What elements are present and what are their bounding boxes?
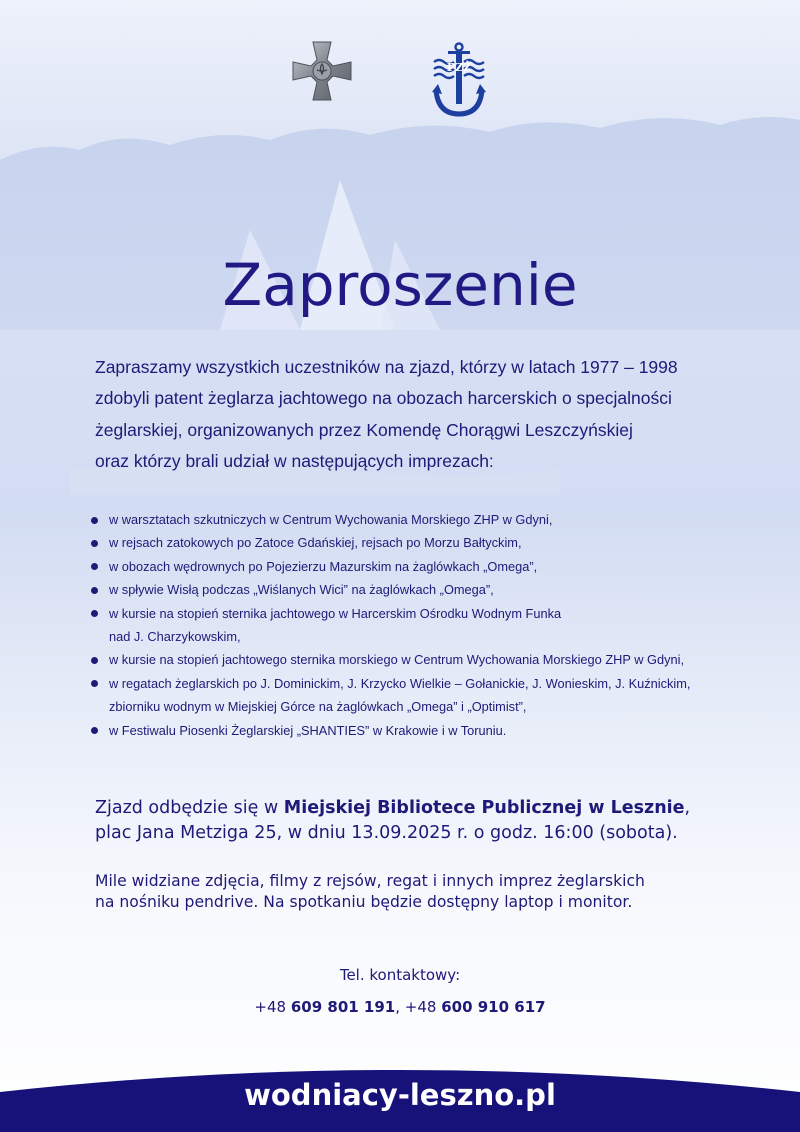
list-item-text: w obozach wędrownych po Pojezierzu Mazurskim na żaglówkach „Omega”, (109, 558, 538, 574)
scout-cross-icon (291, 40, 353, 102)
list-item-text: w warsztatach szkutniczych w Centrum Wychowania Morskiego ZHP w Gdyni, (109, 512, 553, 527)
page-title: Zaproszenie (222, 250, 578, 319)
venue-info (95, 796, 755, 846)
extra-info (95, 871, 755, 913)
intro-line: zdobyli patent żeglarza jachtowego na obozach harcerskich o specjalności (95, 388, 672, 409)
list-item-continuation: nad J. Charzykowskim, (109, 629, 241, 645)
phone-separator: , +48 (395, 998, 442, 1016)
intro-line: żeglarskiej, organizowanych przez Komendę Chorągwi Leszczyńskiej (95, 419, 633, 440)
venue-place: Miejskiej Bibliotece Publicznej w Lesznie (283, 798, 685, 818)
venue-line-1 (95, 796, 755, 821)
phone-number-1[interactable]: 609 801 191 (290, 998, 396, 1016)
pzz-letters: PZŻ (446, 61, 472, 74)
phone-number-2[interactable]: 600 910 617 (441, 998, 546, 1016)
events-list (90, 508, 770, 742)
list-item (90, 719, 770, 742)
contact-phones (0, 998, 800, 1016)
bullet-icon (91, 610, 98, 617)
bullet-icon (91, 540, 98, 547)
list-item-text: w Festiwalu Piosenki Żeglarskiej „SHANTIES” w Krakowie i w Toruniu. (109, 722, 507, 738)
phone-prefix: +48 (254, 998, 291, 1016)
bullet-icon (91, 587, 98, 594)
intro-line: Zapraszamy wszystkich uczestników na zjazd, którzy w latach 1977 – 1998 (95, 357, 678, 377)
list-item (90, 648, 770, 671)
list-item-text: w spływie Wisłą podczas „Wiślanych Wici” na żaglówkach „Omega”, (109, 582, 494, 598)
list-item (90, 672, 770, 719)
bullet-icon (91, 517, 98, 524)
intro-paragraph (95, 352, 735, 477)
bullet-icon (91, 727, 98, 734)
website-link[interactable]: wodniacy-leszno.pl (244, 1078, 556, 1112)
list-item (90, 602, 770, 649)
venue-line-2: plac Jana Metziga 25, w dniu 13.09.2025 r. o godz. 16:00 (sobota). (95, 823, 678, 843)
extra-line: Mile widziane zdjęcia, filmy z rejsów, regat i innych imprez żeglarskich (95, 872, 645, 890)
bullet-icon (91, 680, 98, 687)
venue-prefix: Zjazd odbędzie się w (95, 798, 284, 818)
venue-suffix: , (684, 798, 691, 818)
bullet-icon (91, 563, 98, 570)
contact-label: Tel. kontaktowy: (339, 966, 461, 984)
intro-line: oraz którzy brali udział w następujących imprezach: (95, 450, 494, 471)
list-item-text: w regatach żeglarskich po J. Dominickim, J. Krzycko Wielkie – Gołanickie, J. Wonieskim, J. Kuźnickim, (109, 675, 691, 691)
list-item (90, 508, 770, 531)
list-item-text: w kursie na stopień sternika jachtowego w Harcerskim Ośrodku Wodnym Funka (109, 605, 562, 621)
extra-line: na nośniku pendrive. Na spotkaniu będzie dostępny laptop i monitor. (95, 893, 633, 911)
list-item (90, 578, 770, 601)
list-item-continuation: zbiorniku wodnym w Miejskiej Górce na żaglówkach „Omega” i „Optimist”, (109, 699, 527, 715)
list-item-text: w rejsach zatokowych po Zatoce Gdańskiej, rejsach po Morzu Bałtyckim, (109, 535, 522, 551)
logos-row (0, 40, 800, 120)
list-item (90, 531, 770, 554)
bullet-icon (91, 657, 98, 664)
pzz-anchor-icon (430, 42, 488, 118)
list-item (90, 555, 770, 578)
list-item-text: w kursie na stopień jachtowego sternika morskiego w Centrum Wychowania Morskiego ZHP w Gdyni, (109, 652, 685, 668)
